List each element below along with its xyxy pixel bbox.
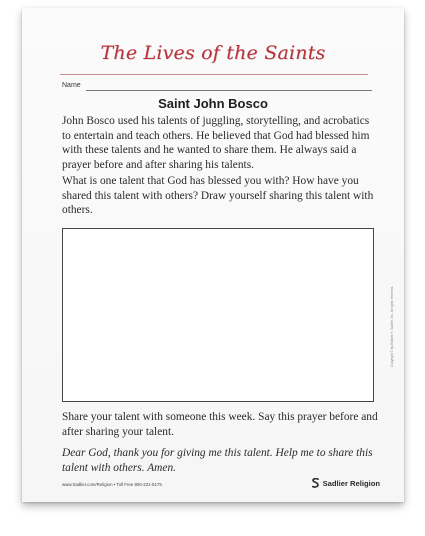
name-line [86, 90, 372, 91]
footer-url: www.Sadlier.com/Religion • Toll Free 800-221-5175 [62, 482, 162, 487]
prayer-paragraph: Dear God, thank you for giving me this talent. Help me to share this talent with others. Amen. [62, 447, 373, 474]
copyright-text: Copyright © by William H. Sadlier, Inc. All rights reserved. [390, 286, 394, 367]
drawing-box [62, 228, 374, 402]
question-paragraph: What is one talent that God has blessed you with? How have you shared this talent with others? Draw yourself sharing this talent with others. [62, 175, 374, 217]
intro-paragraph: John Bosco used his talents of juggling, storytelling, and acrobatics to entertain and teach others. He believed that God had blessed him with these talents and he wanted to share them. He always said a prayer before and after sharing his talents. [62, 115, 370, 171]
header-divider [60, 74, 368, 75]
sadlier-logo-icon [312, 478, 319, 488]
series-title: The Lives of the Saints [100, 42, 326, 64]
brand-name: Sadlier Religion [322, 478, 380, 488]
worksheet-page [22, 8, 404, 502]
footer-brand [312, 478, 380, 488]
name-label: Name [62, 82, 81, 89]
name-row [62, 80, 372, 94]
page-title: Saint John Bosco [158, 96, 268, 111]
share-paragraph: Share your talent with someone this week. Say this prayer before and after sharing your talent. [62, 411, 378, 438]
